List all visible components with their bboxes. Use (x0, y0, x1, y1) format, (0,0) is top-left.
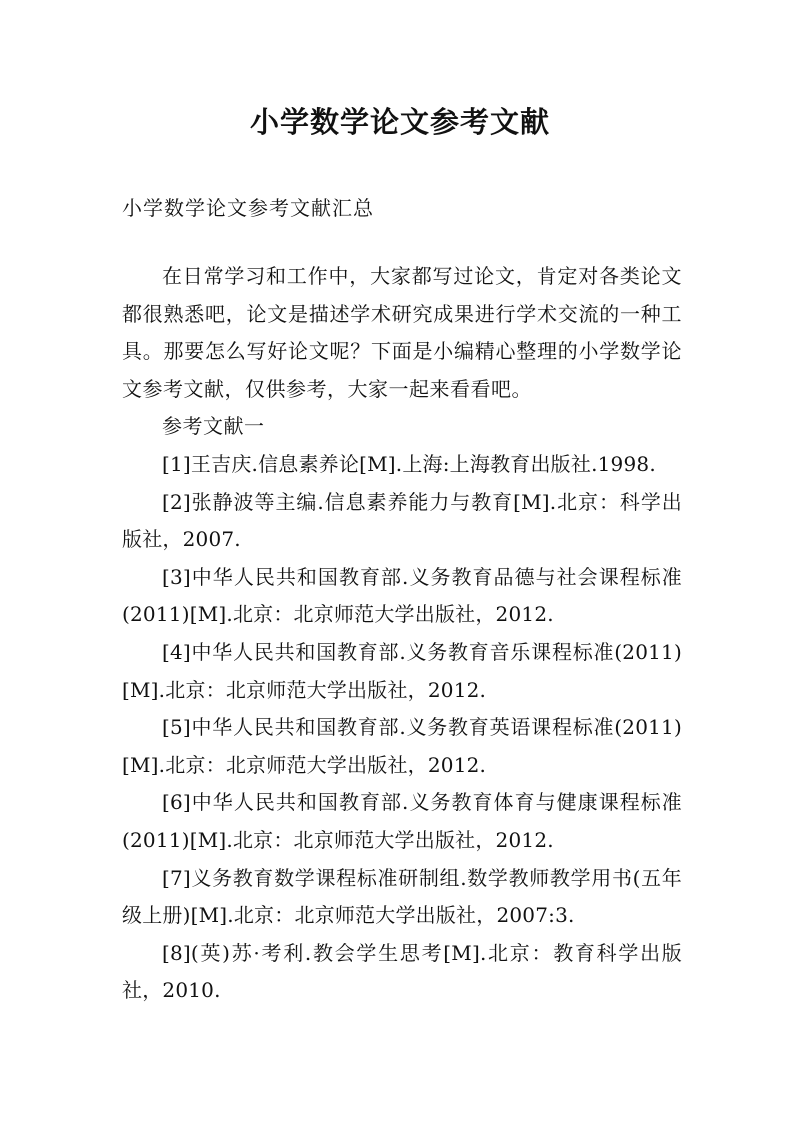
reference-item: [4]中华人民共和国教育部.义务教育音乐课程标准(2011)[M].北京：北京师范大学出版社，2012. (122, 639, 682, 702)
reference-item: [2]张静波等主编.信息素养能力与教育[M].北京：科学出版社，2007. (122, 489, 682, 552)
reference-item: [1]王吉庆.信息素养论[M].上海:上海教育出版社.1998. (162, 451, 656, 476)
document-body (122, 258, 682, 1010)
reference-item: [6]中华人民共和国教育部.义务教育体育与健康课程标准(2011)[M].北京：北京师范大学出版社，2012. (122, 790, 682, 852)
reference-item: [7]义务教育数学课程标准研制组.数学教师教学用书(五年级上册)[M].北京：北京师范大学出版社，2007:3. (122, 865, 682, 928)
reference-item: [3]中华人民共和国教育部.义务教育品德与社会课程标准(2011)[M].北京：北京师范大学出版社，2012. (122, 564, 682, 627)
intro-paragraph: 在日常学习和工作中，大家都写过论文，肯定对各类论文都很熟悉吧，论文是描述学术研究成果进行学术交流的一种工具。那要怎么写好论文呢？下面是小编精心整理的小学数学论文参考文献，仅供参考，大家一起来看看吧。 (122, 264, 682, 401)
document-title: 小学数学论文参考文献 (249, 105, 550, 139)
reference-item: [5]中华人民共和国教育部.义务教育英语课程标准(2011)[M].北京：北京师范大学出版社，2012. (122, 715, 682, 777)
reference-item: [8](英)苏·考利.教会学生思考[M].北京：教育科学出版社，2010. (122, 940, 682, 1003)
document-subtitle: 小学数学论文参考文献汇总 (122, 196, 374, 220)
section-heading: 参考文献一 (162, 414, 265, 439)
